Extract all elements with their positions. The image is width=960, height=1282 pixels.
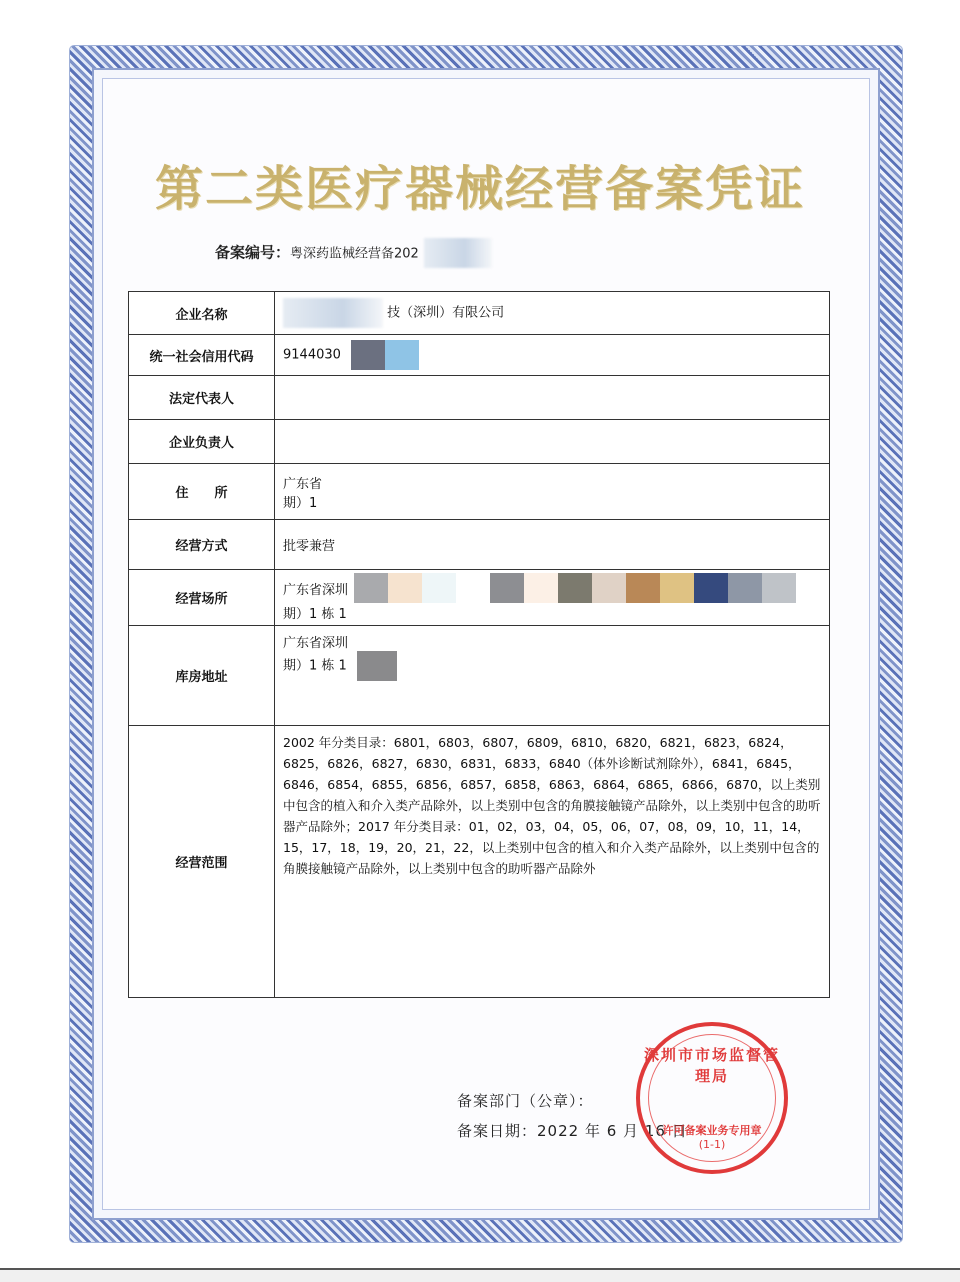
info-table (128, 291, 830, 998)
certificate-title: 第二类医疗器械经营备案凭证 (154, 161, 805, 217)
table-row (129, 335, 830, 376)
row-value (275, 626, 830, 726)
row-value (275, 376, 830, 420)
filing-date-value: 2022 年 6 月 16 日 (537, 1122, 688, 1140)
redaction-pixels (354, 573, 796, 603)
row-value (275, 420, 830, 464)
redaction-blur (283, 298, 383, 328)
row-label: 企业名称 (129, 292, 275, 335)
table-row (129, 520, 830, 570)
official-seal (636, 1022, 788, 1174)
credit-code-value: 9144030 (283, 347, 341, 363)
redaction-pixels (351, 340, 419, 370)
row-label: 经营方式 (129, 520, 275, 570)
warehouse-line-2: 期）1 栋 1 (283, 658, 347, 674)
business-premises-line-1: 广东省深圳 (283, 582, 349, 598)
table-row (129, 420, 830, 464)
row-label: 库房地址 (129, 626, 275, 726)
table-row (129, 570, 830, 626)
business-premises-line-2: 期）1 栋 1 (283, 607, 347, 622)
table-row (129, 376, 830, 420)
warehouse-line-2-wrap (283, 651, 821, 681)
record-number-label: 备案编号： (215, 243, 291, 262)
company-name-value: 技（深圳）有限公司 (387, 305, 505, 321)
row-value (275, 335, 830, 376)
row-value: 批零兼营 (275, 520, 830, 570)
seal-number: (1-1) (698, 1138, 726, 1151)
address-line-2: 期）1 (283, 495, 318, 511)
record-number-value: 粤深药监械经营备202 (290, 246, 419, 262)
row-label: 统一社会信用代码 (129, 335, 275, 376)
table-row (129, 464, 830, 520)
row-label: 经营场所 (129, 570, 275, 626)
table-row (129, 626, 830, 726)
redaction-blur (424, 238, 492, 268)
row-label: 住 所 (129, 464, 275, 520)
warehouse-line-1: 广东省深圳 (283, 636, 349, 651)
row-label: 经营范围 (129, 726, 275, 998)
filing-department: 备案部门（公章）： (457, 1092, 594, 1110)
row-label: 法定代表人 (129, 376, 275, 420)
record-number (215, 238, 492, 268)
row-value (275, 570, 830, 626)
row-label: 企业负责人 (129, 420, 275, 464)
filing-date-label: 备案日期： (457, 1122, 538, 1140)
table-row (129, 292, 830, 335)
redaction-pixels (357, 651, 397, 681)
seal-subtext: 许可备案业务专用章 (662, 1124, 762, 1137)
business-scope-value: 2002 年分类目录：6801，6803，6807，6809，6810，6820，6821，6823，6824，6825，6826，6827，6830，6831，6833，6840（体外诊断试剂除外），6841，6845，6846，6854，6855，6856，6857，6858，6863，6864，6865，6866，6870，以上类别中包含的植入和介入类产品除外，以上类别中包含的角膜接触镜产品除外，以上类别中包含的助听器产品除外；2017 年分类目录：01，02，03，04，05，06，07，08，09，10，11，14，15，17，18，19，20，21，22，以上类别中包含的植入和介入类产品除外，以上类别中包含的角膜接触镜产品除外，以上类别中包含的助听器产品除外 (275, 726, 830, 998)
row-value (275, 292, 830, 335)
row-value (275, 464, 830, 520)
seal-text: 深圳市市场监督管理局 (643, 1046, 780, 1085)
address-line-1: 广东省 (283, 476, 323, 492)
table-row (129, 726, 830, 998)
